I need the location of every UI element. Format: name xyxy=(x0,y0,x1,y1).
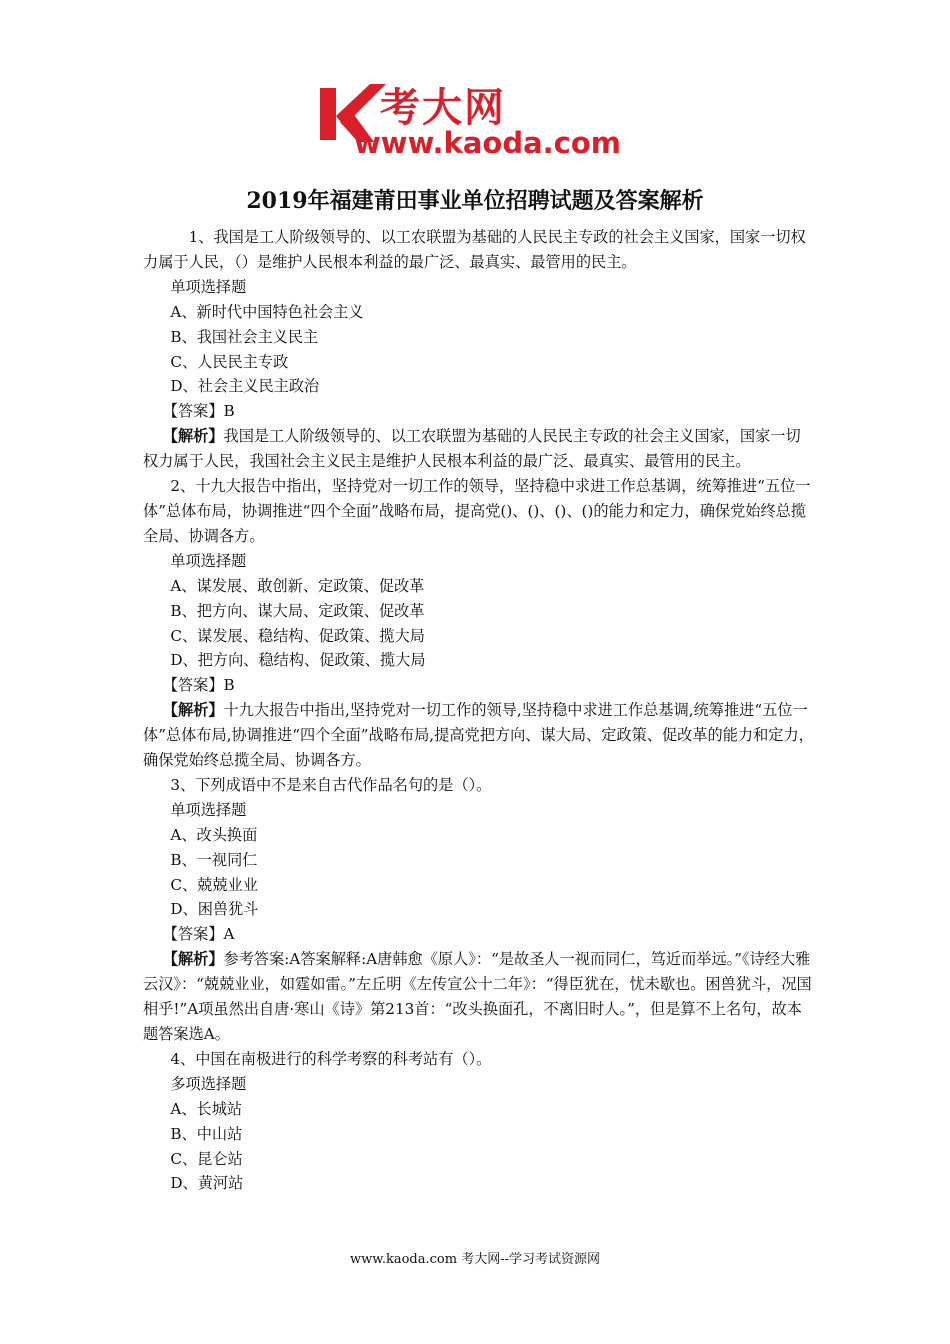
option: D、把方向、稳结构、促政策、揽大局 xyxy=(170,651,426,670)
question-stem: 3、下列成语中不是来自古代作品名句的是（）。 xyxy=(170,775,492,794)
question-stem: 1、我国是工人阶级领导的、以工农联盟为基础的人民民主专政的社会主义国家，国家一切权力属于人民，（）是维护人民根本利益的最广泛、最真实、最管用的民主。 xyxy=(143,228,806,271)
option: B、我国社会主义民主 xyxy=(170,327,319,346)
option: C、人民民主专政 xyxy=(170,352,289,371)
analysis-label: 【解析】 xyxy=(162,950,224,969)
option: C、谋发展、稳结构、促政策、揽大局 xyxy=(170,626,425,645)
answer-value: B xyxy=(223,676,235,695)
analysis-label: 【解析】 xyxy=(162,427,224,446)
option: D、困兽犹斗 xyxy=(170,900,259,919)
answer-label: 【答案】 xyxy=(162,925,224,944)
answer-label: 【答案】 xyxy=(162,676,224,695)
question-type: 单项选择题 xyxy=(170,800,247,819)
analysis xyxy=(143,947,815,1047)
question-stem: 4、中国在南极进行的科学考察的科考站有（）。 xyxy=(170,1049,492,1068)
answer-line xyxy=(143,399,815,424)
answer-value: A xyxy=(223,925,235,944)
option: A、谋发展、敢创新、定政策、促改革 xyxy=(170,576,425,595)
analysis-text: 十九大报告中指出,坚持党对一切工作的领导,坚持稳中求进工作总基调,统筹推进“五位一体”总体布局,协调推进“四个全面”战略布局,提高党把方向、谋大局、定政策、促改革的能力和定力，确保党始终总揽全局、协调各方。 xyxy=(143,701,814,770)
question-stem: 2、十九大报告中指出，坚持党对一切工作的领导，坚持稳中求进工作总基调，统筹推进“五位一体”总体布局，协调推进“四个全面”战略布局，提高党()、()、()、()的能力和定力，确保党始终总揽全局、协调各方。 xyxy=(143,477,811,545)
question-list xyxy=(143,225,815,1196)
answer-label: 【答案】 xyxy=(162,402,224,421)
option: D、社会主义民主政治 xyxy=(170,377,320,396)
analysis xyxy=(143,698,815,773)
question-type: 单项选择题 xyxy=(170,551,247,570)
analysis-label: 【解析】 xyxy=(162,701,224,720)
analysis-text: 我国是工人阶级领导的、以工农联盟为基础的人民民主专政的社会主义国家，国家一切权力属于人民，我国社会主义民主是维护人民根本利益的最广泛、最真实、最管用的民主。 xyxy=(143,427,801,471)
option: B、中山站 xyxy=(170,1124,243,1143)
option: B、把方向、谋大局、定政策、促改革 xyxy=(170,601,425,620)
option: C、兢兢业业 xyxy=(170,875,258,894)
question-type: 单项选择题 xyxy=(170,277,247,296)
analysis-text: 参考答案:A答案解释:A唐韩愈《原人》：“是故圣人一视而同仁，笃近而举远。”《诗经大雅云汉》：“兢兢业业，如霆如雷。”左丘明《左传宣公十二年》：“得臣犹在，忧未歇也。困兽犹斗，况国相乎!”A项虽然出自唐·寒山《诗》第213首：“改头换面孔，不离旧时人。”，但是算不上名句，故本题答案选A。 xyxy=(143,950,812,1043)
logo-url-text: www.kaoda.com xyxy=(354,126,621,160)
option: A、改头换面 xyxy=(170,825,258,844)
logo-cn-text: 考大网 xyxy=(380,85,506,131)
analysis xyxy=(143,424,815,474)
option: A、长城站 xyxy=(170,1099,243,1118)
option: A、新时代中国特色社会主义 xyxy=(170,302,364,321)
option: D、黄河站 xyxy=(170,1174,244,1193)
option: C、昆仑站 xyxy=(170,1149,243,1168)
answer-line xyxy=(143,922,815,947)
page-title: 2019年福建莆田事业单位招聘试题及答案解析 xyxy=(246,188,704,214)
page-footer: www.kaoda.com 考大网--学习考试资源网 xyxy=(350,1252,600,1267)
answer-value: B xyxy=(223,402,235,421)
question-type: 多项选择题 xyxy=(170,1074,247,1093)
kaoda-logo xyxy=(318,80,638,160)
answer-line xyxy=(143,673,815,698)
option: B、一视同仁 xyxy=(170,850,258,869)
